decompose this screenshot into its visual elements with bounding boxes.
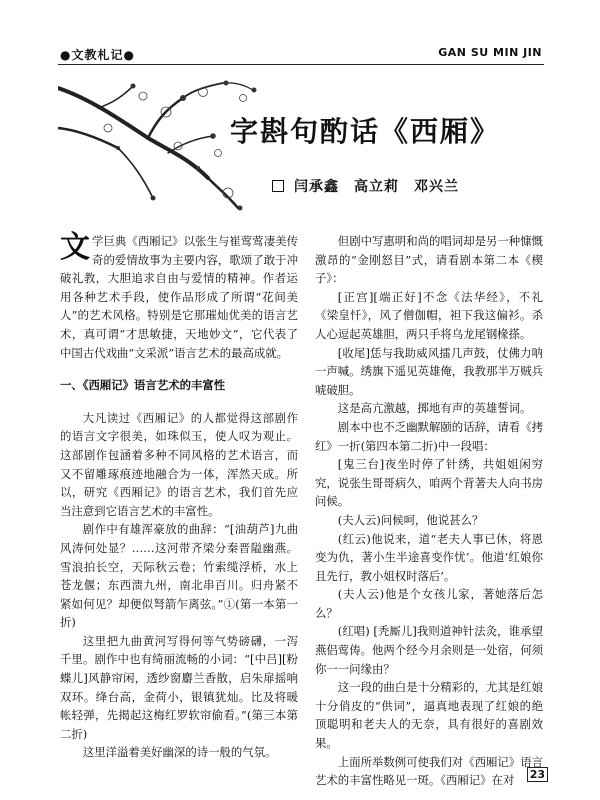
quote-paragraph: [鬼三台]夜坐时停了针绣，共姐姐闲穷究，说张生哥哥病久，咱两个背著夫人向书房问候。 <box>315 457 543 509</box>
body-paragraph: 这一段的曲白是十分精彩的，尤其是红娘十分俏皮的“供词”，逼真地表现了红娘的绝顶聪明和老夫人的无奈，具有很好的喜剧效果。 <box>315 680 543 751</box>
right-column <box>315 232 543 790</box>
header-rule <box>58 64 544 65</box>
quote-paragraph: [收尾]恁与我助威风擂几声鼓，仗佛力呐一声喊。绣旗下遥见英雄俺，我教那半万贼兵唬破胆。 <box>315 345 543 397</box>
body-paragraph: 但剧中写惠明和尚的唱词却是另一种慷慨激昂的“金刚怒目”式，请看剧本第二本《楔子》： <box>315 234 543 286</box>
dialogue-line: (红云)他说来，道“老夫人事已休，将恩变为仇，著小生半途喜变作忧’。他道‘红娘你且先行，教小姐权时落后’。 <box>315 531 543 583</box>
author-names: 闫承鑫 高立莉 邓兴兰 <box>294 179 459 195</box>
intro-paragraph <box>60 232 298 362</box>
body-paragraph: 上面所举数例可使我们对《西厢记》语言艺术的丰富性略见一斑。《西厢记》在对 <box>315 754 543 788</box>
body-paragraph: 这里把九曲黄河写得何等气势磅礴，一泻千里。剧作中也有绮丽流畅的小词：“[中吕][粉蝶儿]风静帘闲，透纱窗麝兰香散，启朱扉摇响双环。绛台高，金荷小，银镇犹灿。比及将暖帐轻弹，先揭起这梅红罗软帘偷看。”(第三本第二折) <box>60 633 298 741</box>
author-box-icon <box>272 180 284 192</box>
dialogue-line: (夫人云)问候呵，他说甚么？ <box>337 512 484 527</box>
body-paragraph: 这是高亢激越，掷地有声的英雄誓词。 <box>337 401 532 416</box>
journal-name: GAN SU MIN JIN <box>438 46 542 59</box>
dialogue-line: (夫人云)他是个女孩儿家，著她落后怎么？ <box>315 587 543 620</box>
body-paragraph: 剧本中也不乏幽默解颐的话辞，请看《拷红》一折(第四本第二折)中一段唱： <box>315 419 543 453</box>
body-paragraph: 大凡读过《西厢记》的人都觉得这部剧作的语言文字很美，如珠似玉，使人叹为观止。这部剧作包涵着多种不同风格的艺术语言，而又不留雕琢痕迹地融合为一体，浑然天成。所以，研究《西厢记》的语言艺术，我们首先应当注意到它语言艺术的丰富性。 <box>60 410 298 518</box>
left-column <box>60 232 298 762</box>
dialogue-line: (红唱) [秃厮儿]我则道神针法灸，谁承望燕侣莺俦。他两个经今月余则是一处宿，何须你一一问缘由？ <box>315 624 543 676</box>
drop-cap: 文 <box>60 230 90 265</box>
article-title: 字斟句酌话《西厢》 <box>230 115 501 148</box>
intro-text: 学巨典《西厢记》以张生与崔莺莺凄美传奇的爱情故事为主要内容，歌颂了敢于冲破礼教，大胆追求自由与爱情的精神。作者运用各种艺术手段，使作品形成了所谓“花间美人”的艺术风格。特别是它那璀灿优美的语言艺术，真可谓“才思敏捷，天地妙文”，它代表了中国古代戏曲“文采派”语言艺术的最高成就。 <box>60 234 298 360</box>
section-heading: 一、《西厢记》语言艺术的丰富性 <box>60 378 226 393</box>
article-authors <box>272 176 459 196</box>
quote-paragraph: [正宫][端正好]不念《法华经》，不礼《梁皇忏》，风了僧伽帽，袒下我这偏衫。杀人心逗起英雄胆，两只手将乌龙尾钢椽搽。 <box>315 289 543 341</box>
body-paragraph: 这里洋溢着美好幽深的诗一般的气氛。 <box>82 745 277 760</box>
section-label: ●文教札记● <box>60 48 135 62</box>
body-paragraph: 剧作中有雄浑豪放的曲辞：“[油葫芦]九曲风涛何处显？……这河带齐梁分秦晋隘幽燕。雪浪拍长空，天际秋云卷；竹索缆浮桥，水上苍龙偃；东西溃九州，南北串百川。归舟紧不紧如何见？却便似弩箭乍离弦。”①(第一本第一折) <box>60 522 298 630</box>
page-number: 23 <box>527 767 548 782</box>
